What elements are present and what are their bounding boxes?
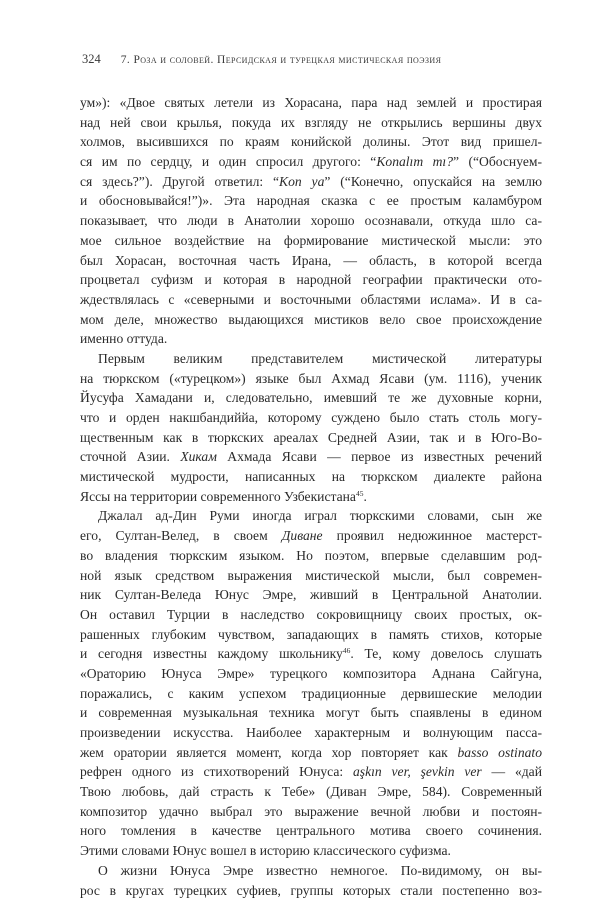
text-line: и обосновывайся!”)». Эта народная сказка с ее простым каламбуром [80,191,542,211]
text-line: ной язык средством выражения мистической мысли, был современ- [80,566,542,586]
text-line: показывает, что люди в Анатолии хорошо осознавали, откуда шло са- [80,211,542,231]
text-line: процветал суфизм и которая в народной географии практически ото- [80,270,542,290]
text-line: Твою любовь, дай страсть к Тебе» (Диван Эмре, 584). Современный [80,782,542,802]
text-line: рефрен одного из стихотворений Юнуса: aşkın ver, şevkin ver — «дай [80,762,542,782]
text-line: О жизни Юнуса Эмре известно немногое. По-видимому, он вы- [80,861,542,881]
text-line: Этими словами Юнус вошел в историю классического суфизма. [80,841,542,861]
text-line: жем оратории является момент, когда хор повторяет как basso ostinato [80,743,542,763]
footnote-ref: 46 [343,646,351,655]
text-line: ум»): «Двое святых летели из Хорасана, пара над землей и простирая [80,93,542,113]
text-line: Он оставил Турции в наследство сокровищницу своих простых, ок- [80,605,542,625]
text-line: Джалал ад-Дин Руми иногда играл тюркскими словами, сын же [80,506,542,526]
text-line: во владения тюркским языком. Но поэтом, впервые сделавшим род- [80,546,542,566]
text-line: рос в кругах турецких суфиев, группы которых стали постепенно воз- [80,881,542,900]
text-line: Первым великим представителем мистической литературы [80,349,542,369]
text-line: произведении искусства. Наиболее характерным и волнующим пасса- [80,723,542,743]
text-line: рашенных глубоким чувством, западающих в память стихов, которые [80,625,542,645]
text-line: мое сильное воздействие на формирование мистической мысли: это [80,231,542,251]
text-line: на тюркском («турецком») языке был Ахмад Ясави (ум. 1116), ученик [80,369,542,389]
text-line: композитор удачно выбрал это выражение вечной любви и постоян- [80,802,542,822]
text-line: и сегодня известны каждому школьнику$^{46}$. Те, кому довелось слушать [80,644,542,664]
chapter-title: 7. Роза и соловей. Персидская и турецкая мистическая поэзия [121,54,442,66]
text-line: мом деле, множество выдающихся мистиков вело свое происхождение [80,310,542,330]
text-line: и современная музыкальная техника могут быть спаявлены в едином [80,703,542,723]
text-line: поражались, с каким успехом традиционные дервишеские мелодии [80,684,542,704]
text-line: над ней свои крылья, покуда их взгляду не открылись вершины двух [80,113,542,133]
text-line: ник Султан-Веледа Юнус Эмре, живший в Центральной Анатолии. [80,585,542,605]
text-line: был Хорасан, восточная часть Ирана, — область, в которой всегда [80,251,542,271]
text-line: мистической мудрости, написанных на тюркском диалекте района [80,467,542,487]
page-number: 324 [82,52,101,66]
text-line: его, Султан-Велед, в своем Диване проявил недюжинное мастерст- [80,526,542,546]
running-head [82,52,540,67]
footnote-ref: 45 [356,489,364,498]
text-line: холмов, высившихся по краям конийской долины. Этот вид пришел- [80,132,542,152]
text-line: «Ораторию Юнуса Эмре» турецкого композитора Аднана Сайгуна, [80,664,542,684]
text-line: ся здесь?”). Другой ответил: “Kon ya” (“Конечно, опускайся на землю [80,172,542,192]
text-line: ся им по сердцу, и один спросил другого: “Konalım mı?” (“Обоснуем- [80,152,542,172]
text-line: именно оттуда. [80,329,542,349]
text-line: щественным как в тюркских ареалах Средней Азии, так и в Юго-Во- [80,428,542,448]
text-line: ждествлялась с «северными и восточными областями ислама». И в са- [80,290,542,310]
text-line: ного томления в качестве центрального мотива своего сочинения. [80,821,542,841]
text-line: что и орден накшбандиййа, которому суждено было стать столь могу- [80,408,542,428]
text-line: Йусуфа Хамадани и, следовательно, имевший те же духовные корни, [80,388,542,408]
text-line: сточной Азии. Хикам Ахмада Ясави — первое из известных речений [80,447,542,467]
body-text [80,93,542,900]
text-line: Яссы на территории современного Узбекистана$^{45}$. [80,487,542,507]
